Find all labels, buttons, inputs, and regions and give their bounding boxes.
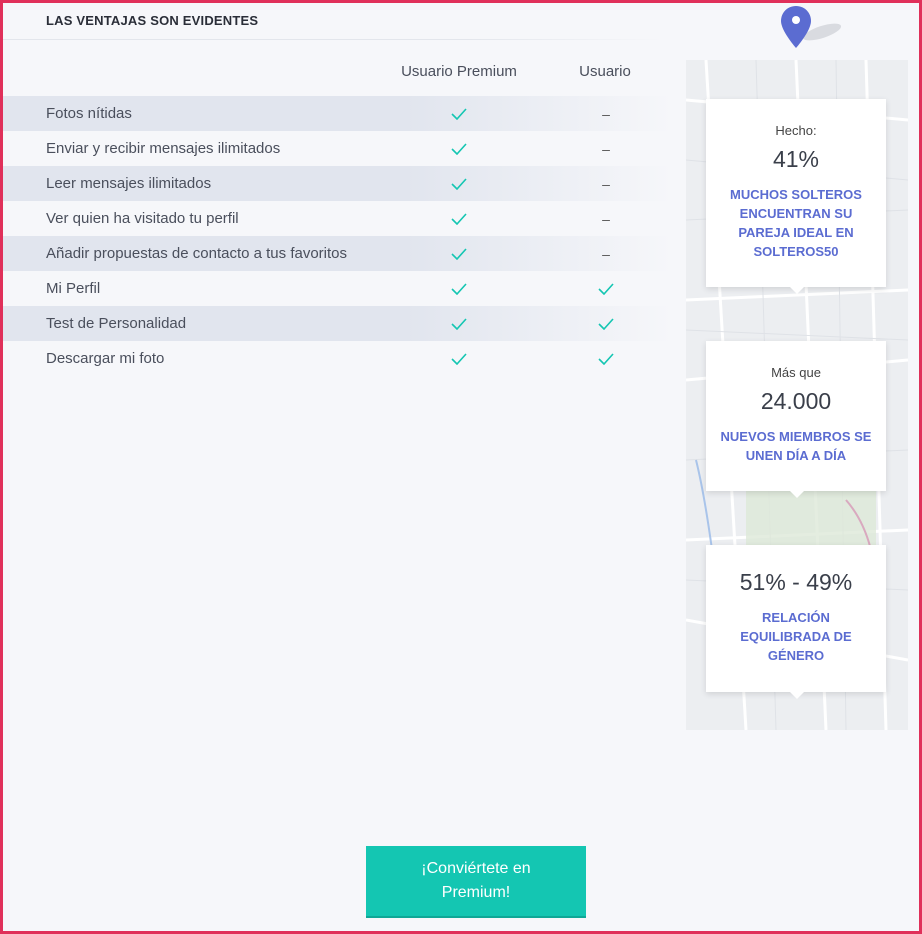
feature-row — [3, 341, 673, 376]
feature-row — [3, 201, 673, 236]
feature-row — [3, 166, 673, 201]
become-premium-button[interactable]: ¡Conviértete en Premium! — [366, 846, 586, 916]
stat-value: 41% — [772, 146, 820, 172]
map-pin-icon — [780, 6, 844, 50]
dash-text: – — [602, 210, 610, 227]
feature-row — [3, 236, 673, 271]
check-icon — [443, 271, 475, 306]
stat-prefix: Más que — [771, 365, 821, 380]
stat-description: NUEVOS MIEMBROS SE UNEN DÍA A DÍA — [720, 429, 872, 463]
stat-prefix: Hecho: — [775, 123, 817, 138]
check-icon — [443, 166, 475, 201]
feature-label: Ver quien ha visitado tu perfil — [46, 210, 239, 227]
feature-row — [3, 271, 673, 306]
not-included-dash — [590, 166, 622, 201]
not-included-dash — [590, 201, 622, 236]
stat-card-members — [706, 341, 886, 491]
check-icon — [443, 306, 475, 341]
dash-text: – — [602, 175, 610, 192]
check-icon — [590, 341, 622, 376]
not-included-dash — [590, 236, 622, 271]
feature-label: Descargar mi foto — [46, 350, 165, 367]
feature-row — [3, 306, 673, 341]
feature-label: Fotos nítidas — [46, 105, 132, 122]
title-divider — [3, 39, 663, 40]
feature-label: Test de Personalidad — [46, 315, 187, 332]
check-icon — [443, 341, 475, 376]
feature-label: Leer mensajes ilimitados — [46, 175, 212, 192]
check-icon — [590, 306, 622, 341]
check-icon — [443, 131, 475, 166]
stat-description: RELACIÓN EQUILIBRADA DE GÉNERO — [740, 610, 852, 663]
feature-label: Añadir propuestas de contacto a tus favoritos — [46, 245, 348, 262]
stat-value: 24.000 — [760, 388, 832, 414]
column-header-premium: Usuario Premium — [401, 63, 517, 80]
features-table — [3, 96, 673, 376]
check-icon — [590, 271, 622, 306]
stat-card-gender — [706, 545, 886, 692]
feature-label: Enviar y recibir mensajes ilimitados — [46, 140, 281, 157]
dash-text: – — [602, 245, 610, 262]
stat-description: MUCHOS SOLTEROS ENCUENTRAN SU PAREJA IDEAL EN SOLTEROS50 — [730, 187, 862, 259]
not-included-dash — [590, 131, 622, 166]
check-icon — [443, 96, 475, 131]
not-included-dash — [590, 96, 622, 131]
section-title: LAS VENTAJAS SON EVIDENTES — [46, 13, 259, 28]
feature-row — [3, 131, 673, 166]
feature-label: Mi Perfil — [46, 280, 101, 297]
dash-text: – — [602, 105, 610, 122]
check-icon — [443, 236, 475, 271]
check-icon — [443, 201, 475, 236]
stat-value: 51% - 49% — [739, 569, 853, 595]
dash-text: – — [602, 140, 610, 157]
column-header-user: Usuario — [579, 63, 631, 80]
stat-card-success — [706, 99, 886, 287]
feature-row — [3, 96, 673, 131]
